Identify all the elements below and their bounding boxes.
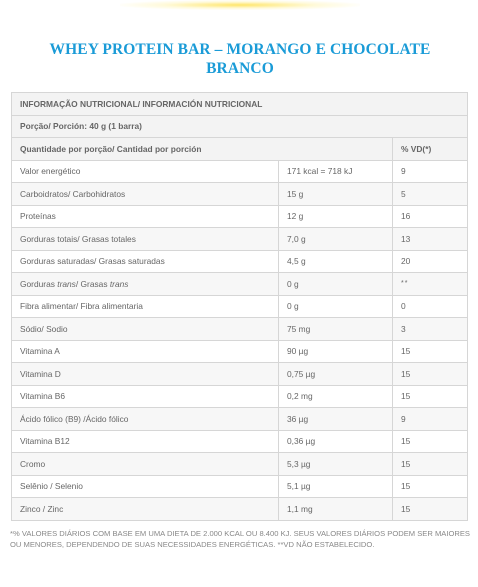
nutrient-name: Gorduras totais/ Grasas totales (12, 228, 279, 251)
name-part: / Grasas (75, 278, 110, 289)
nutrient-amount: 5,3 µg (279, 453, 393, 476)
nutrient-amount: 7,0 g (279, 228, 393, 251)
nutrient-vd: 15 (393, 453, 468, 476)
nutrient-name (12, 273, 279, 296)
table-row (12, 160, 468, 183)
info-header: INFORMAÇÃO NUTRICIONAL/ INFORMACIÓN NUTRICIONAL (12, 93, 468, 116)
nutrient-amount: 1,1 mg (279, 498, 393, 521)
nutrient-vd: 20 (393, 250, 468, 273)
nutrient-vd: ** (393, 273, 468, 296)
nutrient-vd: 3 (393, 318, 468, 341)
nutrient-vd: 0 (393, 295, 468, 318)
table-row (12, 408, 468, 431)
nutrient-vd: 9 (393, 408, 468, 431)
nutrient-vd: 15 (393, 498, 468, 521)
nutrient-vd: 15 (393, 340, 468, 363)
nutrient-vd: 15 (393, 430, 468, 453)
top-highlight (120, 0, 360, 10)
nutrient-amount: 0,2 mg (279, 385, 393, 408)
nutrient-name: Valor energético (12, 160, 279, 183)
nutrient-vd: 5 (393, 183, 468, 206)
nutrient-name: Gorduras saturadas/ Grasas saturadas (12, 250, 279, 273)
nutrient-name: Selênio / Selenio (12, 475, 279, 498)
nutrient-vd: 15 (393, 385, 468, 408)
table-row (12, 475, 468, 498)
nutrient-amount: 0 g (279, 273, 393, 296)
nutrient-amount: 0 g (279, 295, 393, 318)
nutrient-name: Ácido fólico (B9) /Ácido fólico (12, 408, 279, 431)
table-row (12, 205, 468, 228)
nutrient-name: Fibra alimentar/ Fibra alimentaria (12, 295, 279, 318)
nutrient-amount: 4,5 g (279, 250, 393, 273)
nutrient-name: Sódio/ Sodio (12, 318, 279, 341)
table-row (12, 250, 468, 273)
nutrient-amount: 75 mg (279, 318, 393, 341)
nutrient-amount: 90 µg (279, 340, 393, 363)
vd-header: % VD(*) (393, 138, 468, 161)
nutrient-vd: 15 (393, 475, 468, 498)
qty-header: Quantidade por porção/ Cantidad por porción (12, 138, 393, 161)
table-row (12, 430, 468, 453)
column-header-row (12, 138, 468, 161)
table-row (12, 363, 468, 386)
nutrient-amount: 12 g (279, 205, 393, 228)
table-header-row (12, 93, 468, 116)
nutrient-amount: 36 µg (279, 408, 393, 431)
portion-row (12, 115, 468, 138)
table-row (12, 498, 468, 521)
nutrient-name: Vitamina A (12, 340, 279, 363)
table-row (12, 183, 468, 206)
table-row (12, 453, 468, 476)
table-row (12, 228, 468, 251)
name-part: Gorduras (20, 278, 58, 289)
nutrient-amount: 15 g (279, 183, 393, 206)
nutrition-table (11, 92, 468, 521)
page-title: WHEY PROTEIN BAR – MORANGO E CHOCOLATE BRANCO (49, 41, 431, 77)
footnote: *% VALORES DIÁRIOS COM BASE EM UMA DIETA DE 2.000 KCAL OU 8.400 KJ. SEUS VALORES DIÁRIOS PODEM SER MAIORES OU MENORES, DEPENDENDO DE SUAS NECESSIDADES ENERGÉTICAS. **VD NÃO ESTABELECIDO. (10, 529, 470, 549)
portion-label: Porção/ Porción: 40 g (1 barra) (12, 115, 468, 138)
table-row (12, 273, 468, 296)
nutrient-vd: 9 (393, 160, 468, 183)
nutrient-vd: 13 (393, 228, 468, 251)
nutrient-name: Vitamina B12 (12, 430, 279, 453)
nutrient-amount: 0,36 µg (279, 430, 393, 453)
nutrient-name: Vitamina D (12, 363, 279, 386)
nutrient-name: Cromo (12, 453, 279, 476)
nutrient-name: Carboidratos/ Carbohidratos (12, 183, 279, 206)
nutrient-amount: 171 kcal = 718 kJ (279, 160, 393, 183)
nutrient-amount: 5,1 µg (279, 475, 393, 498)
nutrient-vd: 15 (393, 363, 468, 386)
nutrient-name: Vitamina B6 (12, 385, 279, 408)
table-row (12, 318, 468, 341)
table-row (12, 385, 468, 408)
nutrient-amount: 0,75 µg (279, 363, 393, 386)
table-row (12, 295, 468, 318)
nutrient-vd: 16 (393, 205, 468, 228)
name-italic: trans (57, 278, 76, 289)
nutrient-name: Proteínas (12, 205, 279, 228)
name-italic: trans (109, 278, 129, 289)
nutrient-name: Zinco / Zinc (12, 498, 279, 521)
table-row (12, 340, 468, 363)
